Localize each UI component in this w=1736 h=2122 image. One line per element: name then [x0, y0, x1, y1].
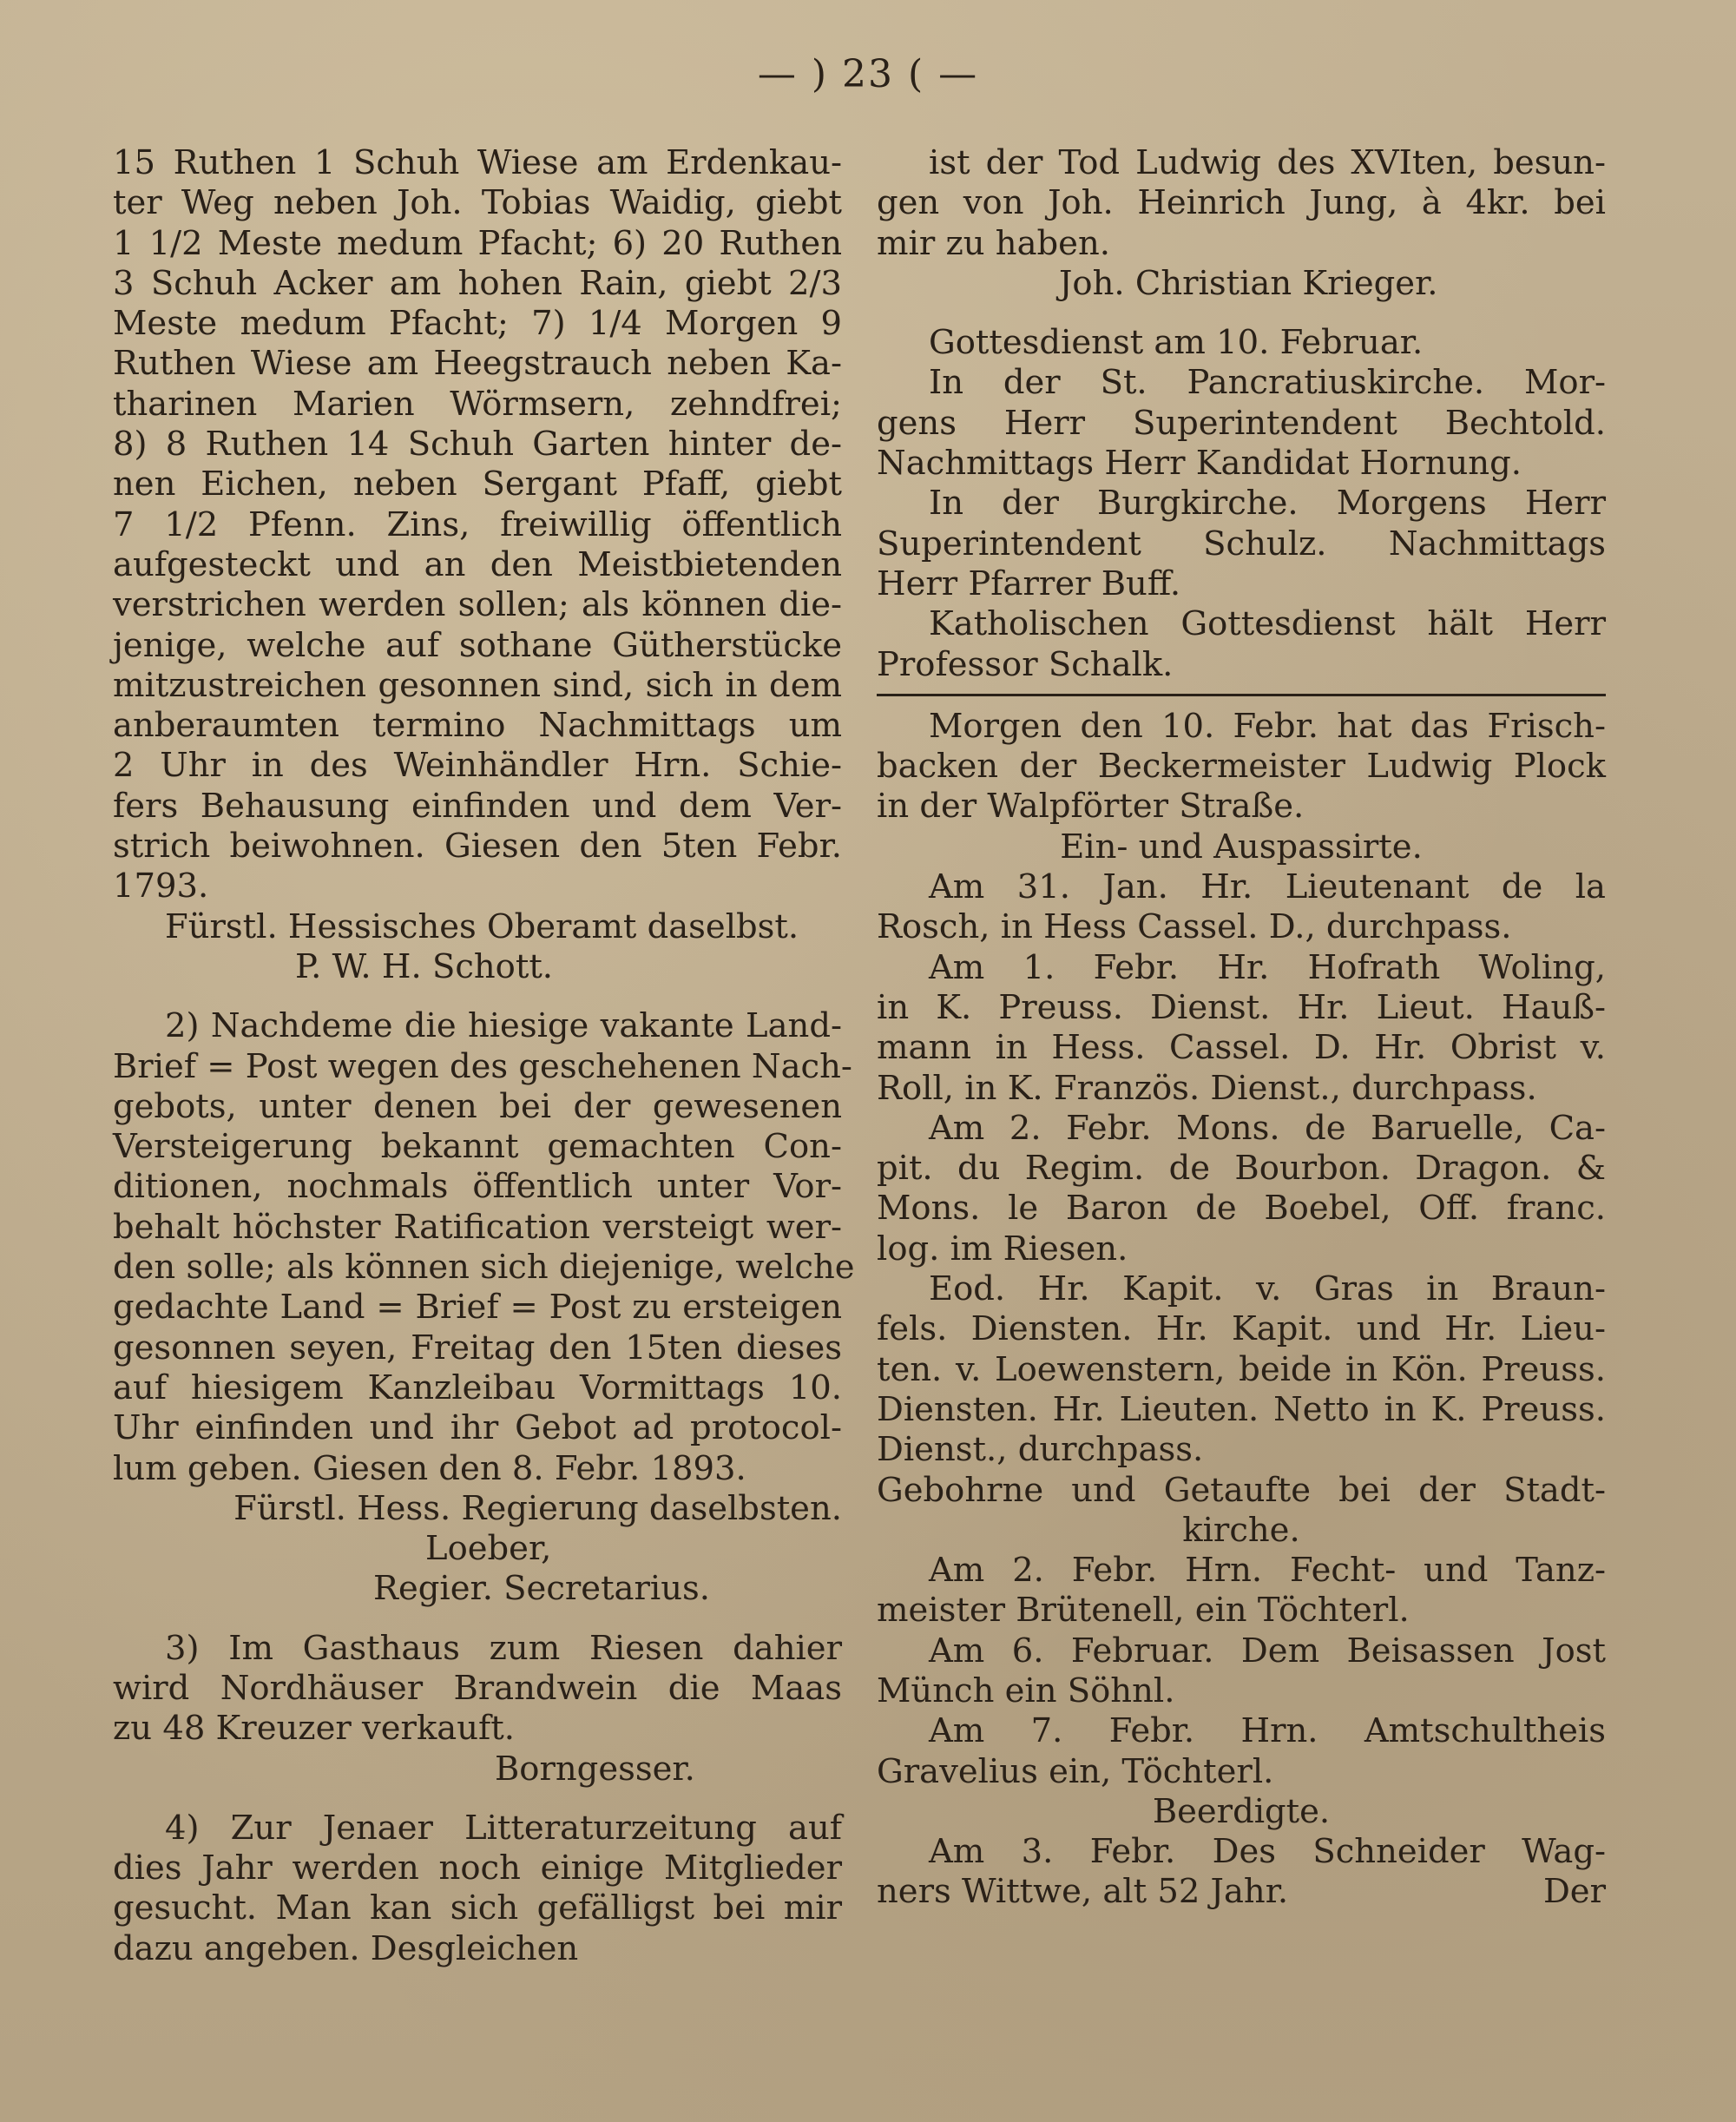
text-line: Professor Schalk.	[877, 644, 1174, 684]
text-line: fers Behausung einfinden und dem Ver-	[113, 786, 842, 826]
signatory-name: Joh. Christian Krieger.	[1059, 263, 1438, 303]
text-line: den solle; als können sich diejenige, welche	[113, 1248, 855, 1288]
section-heading: Ein- und Auspassirte.	[1060, 827, 1423, 867]
text-line: ners Wittwe, alt 52 Jahr.	[877, 1872, 1289, 1912]
text-line: Ruthen Wiese am Heegstrauch neben Ka-	[113, 344, 842, 384]
text-line: fels. Diensten. Hr. Kapit. und Hr. Lieu-	[877, 1309, 1606, 1349]
text-line: Roll, in K. Französ. Dienst., durchpass.	[877, 1068, 1537, 1108]
text-line: auf hiesigem Kanzleibau Vormittags 10.	[113, 1367, 842, 1407]
text-line: ist der Tod Ludwig des XVIten, besun-	[929, 143, 1606, 182]
text-line: Am 3. Febr. Des Schneider Wag-	[929, 1832, 1606, 1872]
text-line: Herr Pfarrer Buff.	[877, 563, 1181, 603]
text-line: behalt höchster Ratification versteigt wer-	[113, 1207, 842, 1247]
estate-auction-notice	[113, 143, 842, 987]
text-line: gesucht. Man kan sich gefälligst bei mir	[113, 1888, 842, 1928]
births-section	[877, 1471, 1606, 1792]
issuing-office: Fürstl. Hess. Regierung daselbsten.	[233, 1488, 842, 1528]
text-line: in der Walpförter Straße.	[877, 787, 1305, 827]
text-line: dies Jahr werden noch einige Mitglieder	[113, 1849, 842, 1888]
text-line: anberaumten termino Nachmittags um	[113, 706, 842, 746]
text-line: gens Herr Superintendent Bechtold.	[877, 403, 1606, 443]
signatory-name: P. W. H. Schott.	[295, 946, 554, 986]
left-column	[113, 143, 855, 1969]
church-services-section	[877, 323, 1606, 685]
text-line: log. im Riesen.	[877, 1229, 1128, 1269]
text-line: 7 1/2 Pfenn. Zins, freiwillig öffentlich	[113, 504, 842, 544]
text-line: tharinen Marien Wörmsern, zehndfrei;	[113, 384, 842, 424]
text-line: Katholischen Gottesdienst hält Herr	[929, 604, 1606, 644]
page-number-header: — ) 23 ( —	[757, 52, 979, 96]
text-line: Am 31. Jan. Hr. Lieutenant de la	[929, 867, 1606, 907]
section-heading: kirche.	[1182, 1510, 1300, 1550]
text-line: Superintendent Schulz. Nachmittags	[877, 524, 1606, 563]
text-line: Versteigerung bekannt gemachten Con-	[113, 1127, 842, 1167]
text-line: 2) Nachdeme die hiesige vakante Land-	[165, 1006, 842, 1046]
text-line: mitzustreichen gesonnen sind, sich in dem	[113, 665, 842, 705]
text-line: In der Burgkirche. Morgens Herr	[929, 484, 1606, 524]
section-heading: Beerdigte.	[1152, 1791, 1331, 1831]
text-line: jenige, welche auf sothane Gütherstücke	[113, 625, 842, 665]
text-line: meister Brütenell, ein Töchterl.	[877, 1591, 1410, 1631]
text-line: 1 1/2 Meste medum Pfacht; 6) 20 Ruthen	[113, 223, 842, 263]
text-line: Dienst., durchpass.	[877, 1430, 1204, 1470]
text-line: zu 48 Kreuzer verkauft.	[113, 1709, 515, 1749]
signatory-name: Borngesser.	[495, 1749, 695, 1789]
text-line: Münch ein Söhnl.	[877, 1671, 1175, 1710]
text-line: lum geben. Giesen den 8. Febr. 1893.	[113, 1448, 746, 1488]
text-line: ten. v. Loewenstern, beide in Kön. Preuss.	[877, 1349, 1606, 1389]
text-line: Am 2. Febr. Mons. de Baruelle, Ca-	[929, 1108, 1606, 1148]
catchword: Der	[1542, 1872, 1606, 1912]
text-line: Rosch, in Hess Cassel. D., durchpass.	[877, 907, 1512, 947]
right-column	[877, 143, 1606, 1913]
issuing-office: Fürstl. Hessisches Oberamt daselbst.	[165, 906, 799, 946]
text-line: 8) 8 Ruthen 14 Schuh Garten hinter de-	[113, 425, 842, 465]
text-line: dazu angeben. Desgleichen	[113, 1928, 579, 1968]
postal-auction-notice	[113, 1006, 855, 1609]
text-line: verstrichen werden sollen; als können die-	[113, 585, 842, 625]
text-line: Nachmittags Herr Kandidat Hornung.	[877, 444, 1522, 484]
text-line: aufgesteckt und an den Meistbietenden	[113, 544, 842, 584]
section-divider	[877, 694, 1606, 696]
text-line: 2 Uhr in des Weinhändler Hrn. Schie-	[113, 746, 842, 786]
bakery-notice	[877, 707, 1606, 827]
text-line: Eod. Hr. Kapit. v. Gras in Braun-	[929, 1269, 1606, 1309]
text-line: 1793.	[113, 867, 209, 906]
text-line: Uhr einfinden und ihr Gebot ad protocol-	[113, 1408, 842, 1448]
text-line: 3 Schuh Acker am hohen Rain, giebt 2/3	[113, 263, 842, 303]
text-line: 15 Ruthen 1 Schuh Wiese am Erdenkau-	[113, 143, 842, 182]
text-line: strich beiwohnen. Giesen den 5ten Febr.	[113, 827, 842, 867]
text-line: gebots, unter denen bei der gewesenen	[113, 1086, 842, 1126]
text-line: ter Weg neben Joh. Tobias Waidig, giebt	[113, 183, 842, 223]
text-line: 3) Im Gasthaus zum Riesen dahier	[165, 1628, 842, 1668]
text-line: nen Eichen, neben Sergant Pfaff, giebt	[113, 465, 842, 504]
text-line: mann in Hess. Cassel. D. Hr. Obrist v.	[877, 1028, 1606, 1068]
section-heading: Gebohrne und Getaufte bei der Stadt-	[877, 1470, 1606, 1510]
text-line: 4) Zur Jenaer Litteraturzeitung auf	[165, 1808, 842, 1848]
text-line: Mons. le Baron de Boebel, Off. franc.	[877, 1189, 1606, 1229]
text-line: Am 1. Febr. Hr. Hofrath Woling,	[929, 947, 1606, 987]
book-notice-continued	[877, 143, 1606, 304]
text-line: Morgen den 10. Febr. hat das Frisch-	[929, 706, 1606, 746]
signatory-name: Loeber,	[425, 1529, 552, 1569]
text-line: pit. du Regim. de Bourbon. Dragon. &	[877, 1149, 1606, 1189]
text-line: Meste medum Pfacht; 7) 1/4 Morgen 9	[113, 304, 842, 344]
text-line: Am 2. Febr. Hrn. Fecht- und Tanz-	[929, 1551, 1606, 1591]
text-line: Gravelius ein, Töchterl.	[877, 1751, 1274, 1791]
text-line: wird Nordhäuser Brandwein die Maas	[113, 1668, 842, 1708]
text-line: in K. Preuss. Dienst. Hr. Lieut. Hauß-	[877, 987, 1606, 1027]
text-line: Am 6. Februar. Dem Beisassen Jost	[929, 1631, 1606, 1671]
burials-section	[877, 1792, 1606, 1913]
brandy-notice	[113, 1629, 842, 1789]
text-line: mir zu haben.	[877, 223, 1110, 263]
literature-journal-notice	[113, 1809, 842, 1969]
text-line: In der St. Pancratiuskirche. Mor-	[929, 363, 1606, 403]
text-line: ditionen, nochmals öffentlich unter Vor-	[113, 1167, 842, 1207]
text-line: gedachte Land = Brief = Post zu ersteigen	[113, 1288, 842, 1328]
arrivals-departures-section	[877, 827, 1606, 1471]
text-line: Am 7. Febr. Hrn. Amtschultheis	[929, 1711, 1606, 1751]
text-line: Brief = Post wegen des geschehenen Nach-	[113, 1046, 852, 1086]
text-line: Diensten. Hr. Lieuten. Netto in K. Preuss.	[877, 1389, 1606, 1429]
text-line: gen von Joh. Heinrich Jung, à 4kr. bei	[877, 183, 1606, 223]
section-heading: Gottesdienst am 10. Februar.	[929, 323, 1424, 363]
text-line: backen der Beckermeister Ludwig Plock	[877, 747, 1606, 787]
text-line: gesonnen seyen, Freitag den 15ten dieses	[113, 1328, 842, 1367]
signatory-title: Regier. Secretarius.	[373, 1569, 711, 1609]
